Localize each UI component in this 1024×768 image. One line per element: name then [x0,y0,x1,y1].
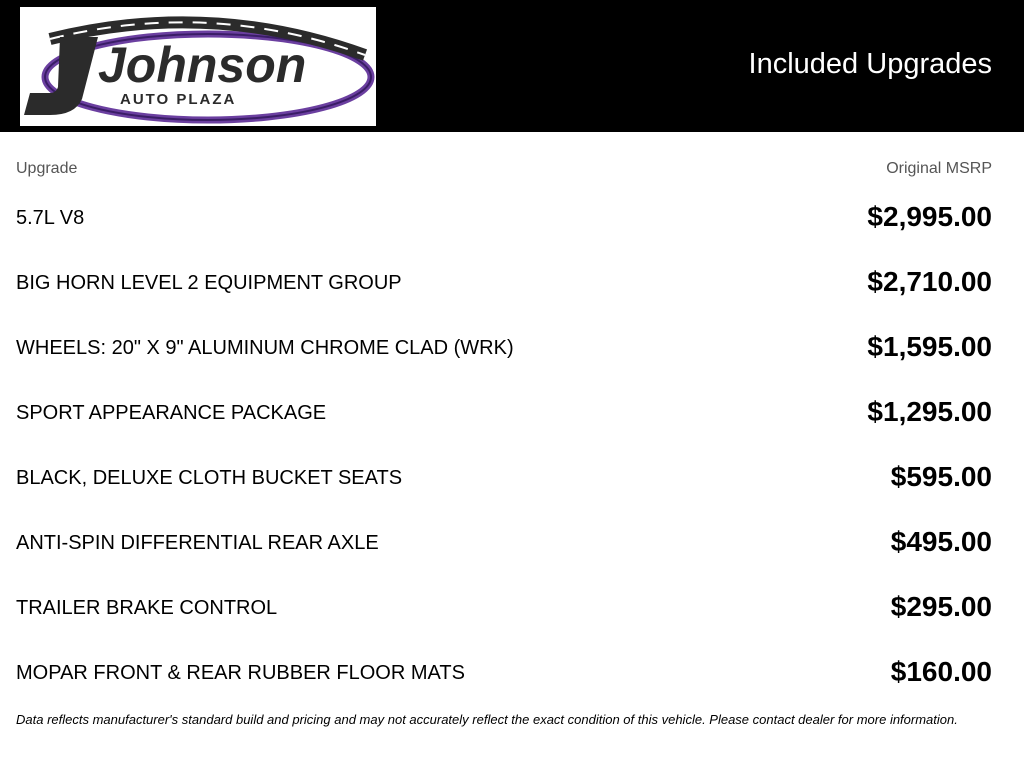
disclaimer-text: Data reflects manufacturer's standard build and pricing and may not accurately reflect the exact condition of this vehicle. Please contact dealer for more information. [16,712,958,727]
dealer-logo [20,7,376,126]
upgrade-price: $495.00 [890,526,992,557]
logo-graphic [20,7,376,126]
upgrade-price: $595.00 [890,461,992,492]
page-header [0,0,1024,132]
page-title: Included Upgrades [748,48,992,80]
upgrade-name: TRAILER BRAKE CONTROL [16,597,278,619]
table-row [16,325,992,390]
upgrade-price: $2,995.00 [867,201,992,232]
column-header-msrp: Original MSRP [886,160,992,177]
upgrade-name: MOPAR FRONT & REAR RUBBER FLOOR MATS [16,662,465,684]
logo-subtitle-text: AUTO PLAZA [120,91,237,108]
upgrade-price: $1,295.00 [867,396,992,427]
upgrade-name: 5.7L V8 [16,207,85,229]
table-row [16,585,992,650]
upgrade-price: $160.00 [890,656,992,687]
table-row [16,520,992,585]
table-row [16,195,992,260]
upgrade-name: WHEELS: 20" X 9" ALUMINUM CHROME CLAD (WRK) [16,337,514,359]
upgrade-price: $295.00 [890,591,992,622]
column-header-upgrade: Upgrade [16,160,78,177]
table-row [16,455,992,520]
upgrade-name: SPORT APPEARANCE PACKAGE [16,402,327,424]
upgrade-name: BIG HORN LEVEL 2 EQUIPMENT GROUP [16,272,402,294]
upgrade-price: $1,595.00 [867,331,992,362]
table-row [16,390,992,455]
upgrade-price: $2,710.00 [867,266,992,297]
logo-brand-text: Johnson [98,37,307,93]
table-header [16,160,992,180]
table-row [16,260,992,325]
upgrade-list [16,195,992,715]
upgrade-name: ANTI-SPIN DIFFERENTIAL REAR AXLE [16,532,379,554]
table-row [16,650,992,715]
upgrade-name: BLACK, DELUXE CLOTH BUCKET SEATS [16,467,403,489]
